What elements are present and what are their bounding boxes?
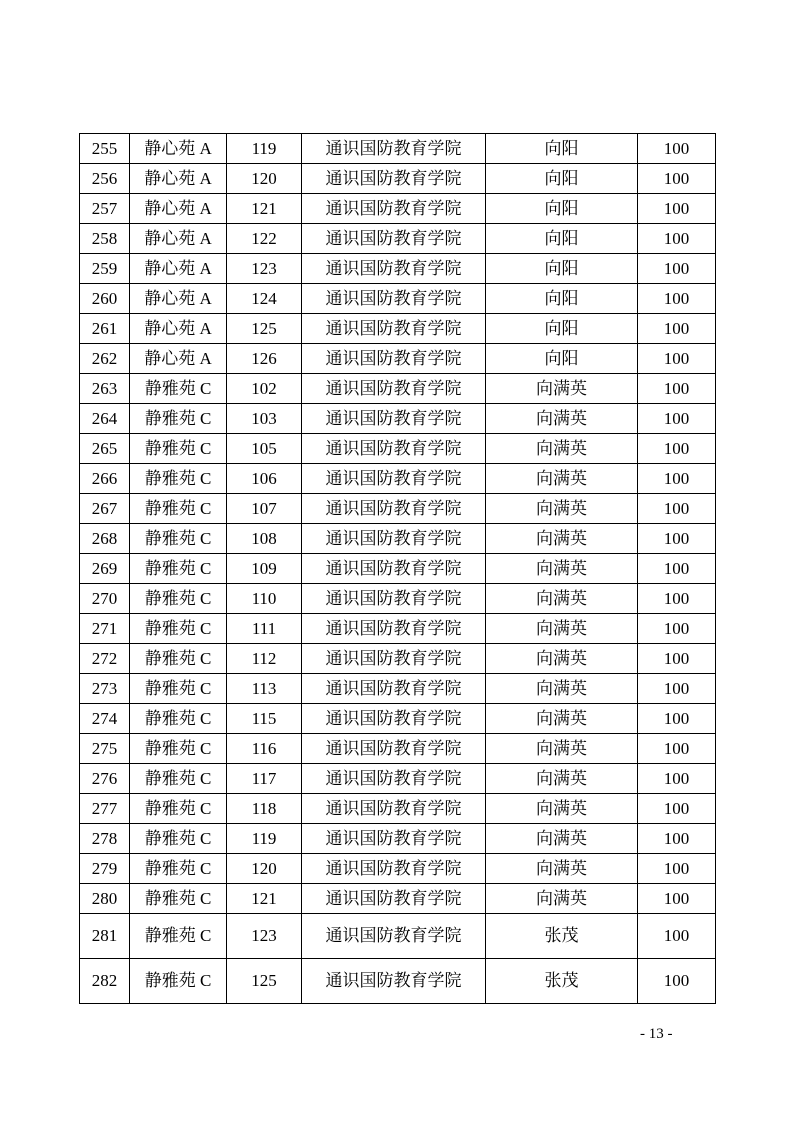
score-cell: 100	[638, 224, 716, 254]
room-cell: 108	[227, 524, 302, 554]
table-row	[80, 704, 716, 734]
table-row	[80, 959, 716, 1004]
score-cell: 100	[638, 584, 716, 614]
row-number-cell: 278	[80, 824, 130, 854]
row-number-cell: 266	[80, 464, 130, 494]
building-cell: 静雅苑 C	[130, 824, 227, 854]
table-row	[80, 554, 716, 584]
row-number-cell: 271	[80, 614, 130, 644]
room-cell: 125	[227, 959, 302, 1004]
score-cell: 100	[638, 344, 716, 374]
row-number-cell: 260	[80, 284, 130, 314]
score-cell: 100	[638, 884, 716, 914]
person-name-cell: 向阳	[486, 224, 638, 254]
score-cell: 100	[638, 374, 716, 404]
room-cell: 112	[227, 644, 302, 674]
college-cell: 通识国防教育学院	[302, 284, 486, 314]
building-cell: 静雅苑 C	[130, 764, 227, 794]
table-row	[80, 374, 716, 404]
building-cell: 静雅苑 C	[130, 884, 227, 914]
table-row	[80, 314, 716, 344]
table-row	[80, 584, 716, 614]
person-name-cell: 向满英	[486, 674, 638, 704]
person-name-cell: 向满英	[486, 704, 638, 734]
room-cell: 126	[227, 344, 302, 374]
table-body	[80, 134, 716, 1004]
table-row	[80, 674, 716, 704]
row-number-cell: 270	[80, 584, 130, 614]
building-cell: 静心苑 A	[130, 194, 227, 224]
table-row	[80, 464, 716, 494]
person-name-cell: 向阳	[486, 194, 638, 224]
score-cell: 100	[638, 494, 716, 524]
table-row	[80, 494, 716, 524]
row-number-cell: 263	[80, 374, 130, 404]
room-cell: 113	[227, 674, 302, 704]
row-number-cell: 281	[80, 914, 130, 959]
person-name-cell: 向满英	[486, 884, 638, 914]
college-cell: 通识国防教育学院	[302, 959, 486, 1004]
college-cell: 通识国防教育学院	[302, 914, 486, 959]
person-name-cell: 向阳	[486, 134, 638, 164]
room-cell: 110	[227, 584, 302, 614]
row-number-cell: 282	[80, 959, 130, 1004]
college-cell: 通识国防教育学院	[302, 584, 486, 614]
person-name-cell: 向阳	[486, 254, 638, 284]
person-name-cell: 向满英	[486, 584, 638, 614]
building-cell: 静心苑 A	[130, 284, 227, 314]
table-row	[80, 764, 716, 794]
college-cell: 通识国防教育学院	[302, 524, 486, 554]
person-name-cell: 向满英	[486, 374, 638, 404]
row-number-cell: 255	[80, 134, 130, 164]
person-name-cell: 向满英	[486, 854, 638, 884]
person-name-cell: 向满英	[486, 644, 638, 674]
score-cell: 100	[638, 794, 716, 824]
room-cell: 115	[227, 704, 302, 734]
row-number-cell: 265	[80, 434, 130, 464]
row-number-cell: 256	[80, 164, 130, 194]
score-cell: 100	[638, 194, 716, 224]
person-name-cell: 向阳	[486, 344, 638, 374]
college-cell: 通识国防教育学院	[302, 464, 486, 494]
score-cell: 100	[638, 644, 716, 674]
college-cell: 通识国防教育学院	[302, 884, 486, 914]
room-cell: 125	[227, 314, 302, 344]
college-cell: 通识国防教育学院	[302, 404, 486, 434]
person-name-cell: 向满英	[486, 554, 638, 584]
room-cell: 121	[227, 884, 302, 914]
row-number-cell: 275	[80, 734, 130, 764]
college-cell: 通识国防教育学院	[302, 824, 486, 854]
score-cell: 100	[638, 674, 716, 704]
table-row	[80, 254, 716, 284]
person-name-cell: 向满英	[486, 794, 638, 824]
table-row	[80, 884, 716, 914]
room-cell: 118	[227, 794, 302, 824]
building-cell: 静雅苑 C	[130, 524, 227, 554]
building-cell: 静雅苑 C	[130, 959, 227, 1004]
building-cell: 静雅苑 C	[130, 614, 227, 644]
table-row	[80, 854, 716, 884]
college-cell: 通识国防教育学院	[302, 644, 486, 674]
room-cell: 105	[227, 434, 302, 464]
table-row	[80, 524, 716, 554]
person-name-cell: 向满英	[486, 434, 638, 464]
college-cell: 通识国防教育学院	[302, 254, 486, 284]
table-row	[80, 344, 716, 374]
dormitory-score-table	[79, 133, 716, 1004]
row-number-cell: 262	[80, 344, 130, 374]
room-cell: 124	[227, 284, 302, 314]
person-name-cell: 向阳	[486, 284, 638, 314]
building-cell: 静雅苑 C	[130, 794, 227, 824]
table-row	[80, 404, 716, 434]
row-number-cell: 277	[80, 794, 130, 824]
row-number-cell: 274	[80, 704, 130, 734]
college-cell: 通识国防教育学院	[302, 854, 486, 884]
page-number: - 13 -	[640, 1026, 673, 1042]
room-cell: 102	[227, 374, 302, 404]
building-cell: 静雅苑 C	[130, 914, 227, 959]
building-cell: 静雅苑 C	[130, 404, 227, 434]
person-name-cell: 向满英	[486, 464, 638, 494]
building-cell: 静心苑 A	[130, 134, 227, 164]
building-cell: 静雅苑 C	[130, 854, 227, 884]
row-number-cell: 269	[80, 554, 130, 584]
person-name-cell: 向阳	[486, 164, 638, 194]
building-cell: 静心苑 A	[130, 224, 227, 254]
room-cell: 120	[227, 164, 302, 194]
college-cell: 通识国防教育学院	[302, 344, 486, 374]
room-cell: 116	[227, 734, 302, 764]
room-cell: 123	[227, 914, 302, 959]
building-cell: 静心苑 A	[130, 344, 227, 374]
score-cell: 100	[638, 914, 716, 959]
room-cell: 103	[227, 404, 302, 434]
person-name-cell: 向阳	[486, 314, 638, 344]
row-number-cell: 267	[80, 494, 130, 524]
row-number-cell: 276	[80, 764, 130, 794]
building-cell: 静心苑 A	[130, 314, 227, 344]
college-cell: 通识国防教育学院	[302, 224, 486, 254]
room-cell: 122	[227, 224, 302, 254]
college-cell: 通识国防教育学院	[302, 494, 486, 524]
table-row	[80, 134, 716, 164]
room-cell: 106	[227, 464, 302, 494]
room-cell: 117	[227, 764, 302, 794]
row-number-cell: 273	[80, 674, 130, 704]
college-cell: 通识国防教育学院	[302, 194, 486, 224]
room-cell: 119	[227, 824, 302, 854]
college-cell: 通识国防教育学院	[302, 134, 486, 164]
table-row	[80, 224, 716, 254]
score-cell: 100	[638, 524, 716, 554]
score-cell: 100	[638, 614, 716, 644]
building-cell: 静心苑 A	[130, 164, 227, 194]
person-name-cell: 向满英	[486, 764, 638, 794]
score-cell: 100	[638, 284, 716, 314]
building-cell: 静雅苑 C	[130, 374, 227, 404]
college-cell: 通识国防教育学院	[302, 674, 486, 704]
building-cell: 静心苑 A	[130, 254, 227, 284]
college-cell: 通识国防教育学院	[302, 794, 486, 824]
score-cell: 100	[638, 764, 716, 794]
college-cell: 通识国防教育学院	[302, 764, 486, 794]
score-cell: 100	[638, 959, 716, 1004]
building-cell: 静雅苑 C	[130, 734, 227, 764]
score-cell: 100	[638, 704, 716, 734]
score-cell: 100	[638, 164, 716, 194]
building-cell: 静雅苑 C	[130, 704, 227, 734]
score-cell: 100	[638, 434, 716, 464]
score-cell: 100	[638, 824, 716, 854]
score-cell: 100	[638, 734, 716, 764]
row-number-cell: 264	[80, 404, 130, 434]
score-cell: 100	[638, 404, 716, 434]
college-cell: 通识国防教育学院	[302, 554, 486, 584]
building-cell: 静雅苑 C	[130, 674, 227, 704]
college-cell: 通识国防教育学院	[302, 374, 486, 404]
person-name-cell: 向满英	[486, 524, 638, 554]
person-name-cell: 向满英	[486, 404, 638, 434]
row-number-cell: 272	[80, 644, 130, 674]
row-number-cell: 258	[80, 224, 130, 254]
score-cell: 100	[638, 134, 716, 164]
row-number-cell: 261	[80, 314, 130, 344]
college-cell: 通识国防教育学院	[302, 164, 486, 194]
college-cell: 通识国防教育学院	[302, 704, 486, 734]
table-row	[80, 164, 716, 194]
room-cell: 109	[227, 554, 302, 584]
table-row	[80, 434, 716, 464]
room-cell: 111	[227, 614, 302, 644]
table-row	[80, 644, 716, 674]
row-number-cell: 257	[80, 194, 130, 224]
table-row	[80, 794, 716, 824]
row-number-cell: 259	[80, 254, 130, 284]
room-cell: 120	[227, 854, 302, 884]
person-name-cell: 向满英	[486, 734, 638, 764]
building-cell: 静雅苑 C	[130, 644, 227, 674]
person-name-cell: 向满英	[486, 494, 638, 524]
score-cell: 100	[638, 254, 716, 284]
college-cell: 通识国防教育学院	[302, 614, 486, 644]
building-cell: 静雅苑 C	[130, 494, 227, 524]
room-cell: 121	[227, 194, 302, 224]
person-name-cell: 向满英	[486, 824, 638, 854]
table-row	[80, 824, 716, 854]
college-cell: 通识国防教育学院	[302, 314, 486, 344]
score-cell: 100	[638, 554, 716, 584]
room-cell: 107	[227, 494, 302, 524]
building-cell: 静雅苑 C	[130, 584, 227, 614]
table-row	[80, 194, 716, 224]
table-row	[80, 284, 716, 314]
college-cell: 通识国防教育学院	[302, 434, 486, 464]
table-row	[80, 614, 716, 644]
building-cell: 静雅苑 C	[130, 554, 227, 584]
person-name-cell: 张茂	[486, 914, 638, 959]
building-cell: 静雅苑 C	[130, 434, 227, 464]
table-row	[80, 734, 716, 764]
row-number-cell: 268	[80, 524, 130, 554]
person-name-cell: 张茂	[486, 959, 638, 1004]
room-cell: 119	[227, 134, 302, 164]
score-cell: 100	[638, 314, 716, 344]
building-cell: 静雅苑 C	[130, 464, 227, 494]
score-cell: 100	[638, 854, 716, 884]
room-cell: 123	[227, 254, 302, 284]
row-number-cell: 280	[80, 884, 130, 914]
table-row	[80, 914, 716, 959]
score-cell: 100	[638, 464, 716, 494]
college-cell: 通识国防教育学院	[302, 734, 486, 764]
person-name-cell: 向满英	[486, 614, 638, 644]
row-number-cell: 279	[80, 854, 130, 884]
